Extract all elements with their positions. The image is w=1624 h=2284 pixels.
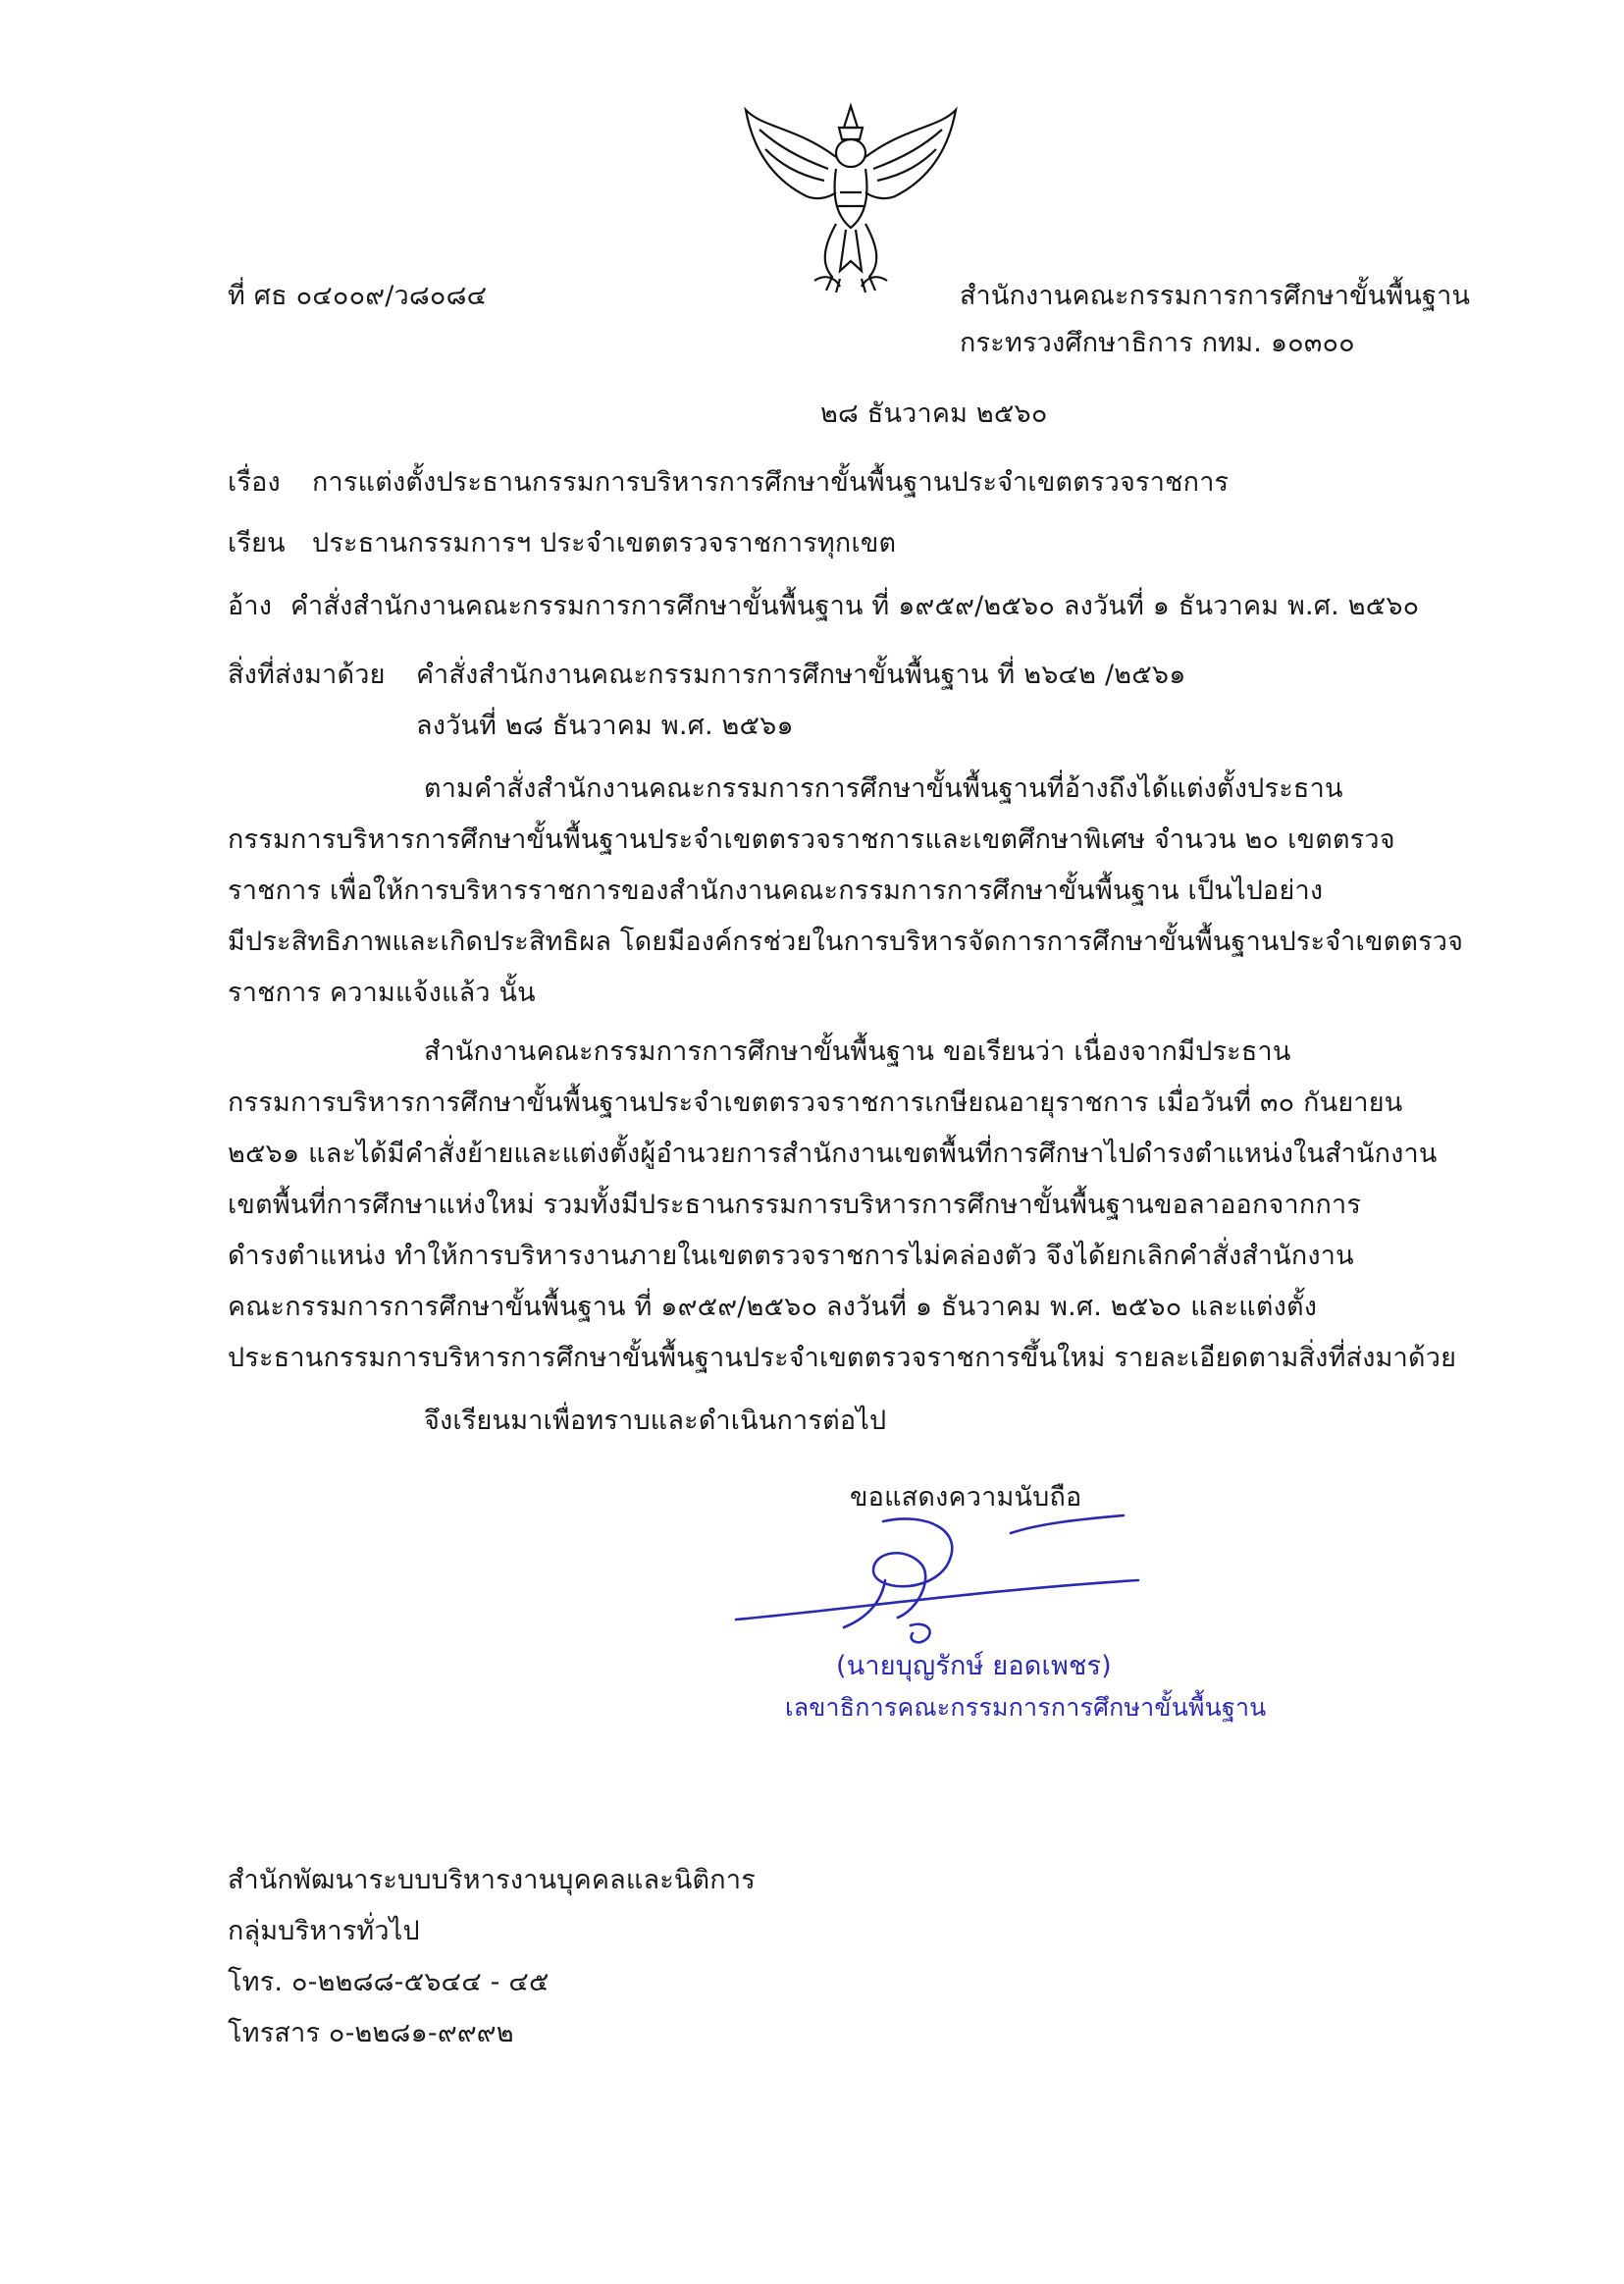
body-paragraph-1-line: มีประสิทธิภาพและเกิดประสิทธิผล โดยมีองค์กรช่วยในการบริหารจัดการการศึกษาขั้นพื้นฐานประจำเขตตรวจ bbox=[228, 927, 1464, 957]
handwritten-signature bbox=[726, 1512, 1148, 1659]
subject-text: การแต่งตั้งประธานกรรมการบริหารการศึกษาขั้นพื้นฐานประจำเขตตรวจราชการ bbox=[312, 467, 1230, 498]
body-paragraph-2-line: สำนักงานคณะกรรมการการศึกษาขั้นพื้นฐาน ขอเรียนว่า เนื่องจากมีประธาน bbox=[424, 1036, 1291, 1067]
body-paragraph-1-line: กรรมการบริหารการศึกษาขั้นพื้นฐานประจำเขตตรวจราชการและเขตศึกษาพิเศษ จำนวน ๒๐ เขตตรวจ bbox=[228, 824, 1395, 855]
body-paragraph-2-line: ดำรงตำแหน่ง ทำให้การบริหารงานภายในเขตตรวจราชการไม่คล่องตัว จึงได้ยกเลิกคำสั่งสำนักงาน bbox=[228, 1241, 1354, 1271]
recipient-text: ประธานกรรมการฯ ประจำเขตตรวจราชการทุกเขต bbox=[312, 528, 897, 558]
body-paragraph-2-line: ๒๕๖๑ และได้มีคำสั่งย้ายและแต่งตั้งผู้อำนวยการสำนักงานเขตพื้นที่การศึกษาไปดำรงตำแหน่งในสำนักงาน bbox=[228, 1139, 1438, 1169]
document-number: ที่ ศธ ๐๔๐๐๙/ว๘๐๘๔ bbox=[228, 281, 488, 311]
reference-label: อ้าง bbox=[228, 591, 273, 621]
signatory-position: เลขาธิการคณะกรรมการการศึกษาขั้นพื้นฐาน bbox=[785, 1693, 1267, 1722]
recipient-label: เรียน bbox=[228, 528, 286, 558]
body-paragraph-1-line: ราชการ เพื่อให้การบริหารราชการของสำนักงานคณะกรรมการการศึกษาขั้นพื้นฐาน เป็นไปอย่าง bbox=[228, 876, 1324, 906]
reference-text: คำสั่งสำนักงานคณะกรรมการการศึกษาขั้นพื้นฐาน ที่ ๑๙๕๙/๒๕๖๐ ลงวันที่ ๑ ธันวาคม พ.ศ. ๒๕๖๐ bbox=[290, 591, 1420, 621]
agency-name: สำนักงานคณะกรรมการการศึกษาขั้นพื้นฐาน bbox=[960, 281, 1471, 311]
signatory-name: (นายบุญรักษ์ ยอดเพชร) bbox=[836, 1651, 1112, 1681]
subject-label: เรื่อง bbox=[228, 467, 281, 498]
garuda-emblem-icon bbox=[738, 98, 964, 296]
footer-group: กลุ่มบริหารทั่วไป bbox=[228, 1916, 420, 1946]
body-paragraph-2-line: คณะกรรมการการศึกษาขั้นพื้นฐาน ที่ ๑๙๕๙/๒๕๖๐ ลงวันที่ ๑ ธันวาคม พ.ศ. ๒๕๖๐ และแต่งตั้ง bbox=[228, 1292, 1318, 1322]
closing-request: จึงเรียนมาเพื่อทราบและดำเนินการต่อไป bbox=[424, 1406, 887, 1436]
body-paragraph-2-line: ประธานกรรมการบริหารการศึกษาขั้นพื้นฐานประจำเขตตรวจราชการขึ้นใหม่ รายละเอียดตามสิ่งที่ส่งมาด้วย bbox=[228, 1343, 1457, 1373]
body-paragraph-1-line: ราชการ ความแจ้งแล้ว นั้น bbox=[228, 978, 536, 1008]
agency-address: กระทรวงศึกษาธิการ กทม. ๑๐๓๐๐ bbox=[960, 328, 1355, 358]
enclosure-date: ลงวันที่ ๒๘ ธันวาคม พ.ศ. ๒๕๖๑ bbox=[416, 711, 794, 741]
enclosure-text: คำสั่งสำนักงานคณะกรรมการการศึกษาขั้นพื้นฐาน ที่ ๒๖๔๒ /๒๕๖๑ bbox=[416, 660, 1186, 690]
body-paragraph-2-line: เขตพื้นที่การศึกษาแห่งใหม่ รวมทั้งมีประธานกรรมการบริหารการศึกษาขั้นพื้นฐานขอลาออกจากการ bbox=[228, 1190, 1362, 1220]
body-paragraph-1-line: ตามคำสั่งสำนักงานคณะกรรมการการศึกษาขั้นพื้นฐานที่อ้างถึงได้แต่งตั้งประธาน bbox=[424, 773, 1343, 804]
enclosure-label: สิ่งที่ส่งมาด้วย bbox=[228, 660, 386, 690]
body-paragraph-2-line: กรรมการบริหารการศึกษาขั้นพื้นฐานประจำเขตตรวจราชการเกษียณอายุราชการ เมื่อวันที่ ๓๐ กันยายน bbox=[228, 1088, 1403, 1118]
footer-phone: โทร. ๐-๒๒๘๘-๕๖๔๔ - ๔๕ bbox=[228, 1967, 550, 1997]
footer-office: สำนักพัฒนาระบบบริหารงานบุคคลและนิติการ bbox=[228, 1865, 756, 1895]
closing-salutation: ขอแสดงความนับถือ bbox=[850, 1482, 1082, 1513]
document-date: ๒๘ ธันวาคม ๒๕๖๐ bbox=[820, 398, 1048, 429]
footer-fax: โทรสาร ๐-๒๒๘๑-๙๙๙๒ bbox=[228, 2018, 514, 2048]
